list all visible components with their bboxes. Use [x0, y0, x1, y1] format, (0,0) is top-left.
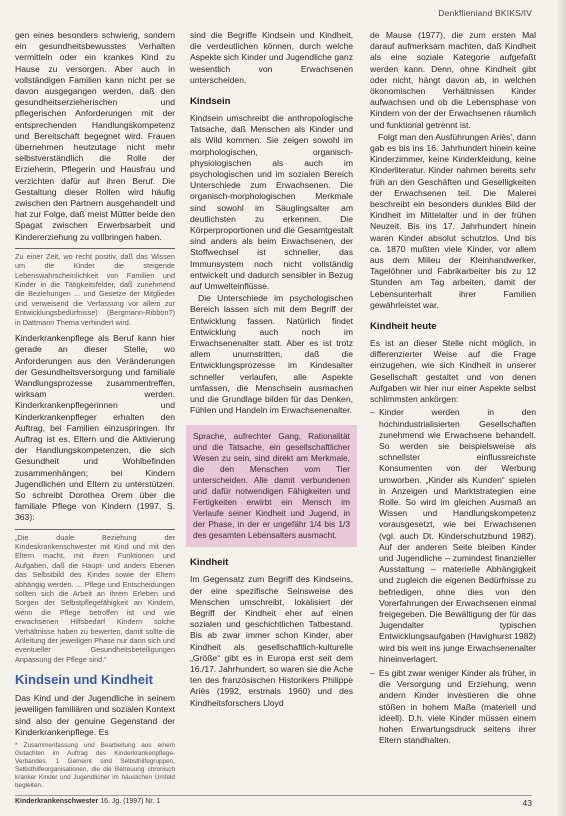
- running-header: Denkflieniand BKIKS/IV: [438, 8, 532, 18]
- column-3: [370, 30, 536, 749]
- footer-citation: [15, 798, 160, 808]
- section-heading: Kindsein und Kindheit: [15, 672, 153, 688]
- subheading-kindheit-heute: Kindheit heute: [370, 321, 437, 333]
- paragraph: gen eines besonders schwierig, sondern ein gesundheitsbewusstes Verhalten vermitteln oder ein krankes Kind zu Hause zu versorgen. Aber auch in vollständigen Familien kann nicht per se davon ausgegangen werden, daß den gesundheitserzieherischen und pflegerischen Anforderungen mit der entsprechenden Handlungskompetenz und Bereitschaft begegnet wird. Frauen übernehmen heutzutage nicht mehr selbstverständlich die Rolle der Erzieherin, Pflegerin und Hausfrau und verzichten dafür auf ihren Beruf. Die Gestaltung dieser Rollen wird häufig zwischen den Partnern ausgehandelt und hat zur Folge, daß meist Mütter beide den Spagat zwischen Erwerbsarbeit und Kindererziehung zu vollbringen haben.: [15, 30, 175, 242]
- side-note: Zu einer Zeit, wo recht positiv, daß das Wissen um die Kinder die steigende Lebenswahrscheinlichkeit von Familien und Kinder in die Tätigkeitsfelder, daß zunehmend die Beziehungen ... und Gesetze der Mitglieder und verweisend die Verfassung vor allem zur Entwicklungsbedürfnisse) (Bergmann-Ribbon?) in Dattmann Thema verhindert wird.: [15, 248, 175, 327]
- footnotes: * Zusammenfassung und Bearbeitung aus einem Gutachten im Auftrag des Kinderkrankenpflege-Verbandes. 1 Gemeint sind Selbsthilfegruppen, Selbsthilfeorganisationen, die die Betreuung chronisch kranker Kinder und Jugendlicher im häuslichen Umfeld begleiten.: [15, 742, 175, 790]
- paragraph: de Mause (1977), die zum ersten Mal darauf aufmerksam machten, daß Kindheit als eine soziale Kategorie aufgefaßt werden kann. Denn, ohne Kindheit gibt oder nicht, hängt davon ab, in welchen ökonomischen Verhältnissen Kinder aufwachsen und ob die Lebensphase von Kindern von der der Erwachsenen räumlich und funktional getrennt ist.: [370, 30, 536, 130]
- page-edge-shadow: [556, 0, 566, 816]
- page-number: 43: [522, 798, 532, 808]
- page-footer: [15, 795, 532, 808]
- subheading-kindsein: Kindsein: [190, 96, 231, 108]
- paragraph: Kinderkrankenpflege als Beruf kann hier gerade an dieser Stelle, wo Anforderungen aus den Veränderungen der Gesundheitsversorgung und familiale Wandlungsprozesse zusammentreffen, wirksam werden. Kinderkrankenpflegerinnen und Kinderkrankenpfleger erhalten den Auftrag, bei Familien einzuspringen. Ihr Auftrag ist es, Eltern und die Aktivierung der Handlungskompetenzen, die sich Gesundheit und Wohlbefinden zusammenhängen; bei Kindern Jugendlichen und Eltern zu unterstützen. So schreibt Dorothea Orem über die familiale Pflege von Kindern (1997, S. 363):: [15, 333, 175, 523]
- paragraph: Im Gegensatz zum Begriff des Kindseins, der eine spezifische Seinsweise des Menschen umschreibt, lokalisiert der Begriff der Kindheit eher auf einen sozialen und geschichtlichen Tatbestand. Bis ab zwar immer schon Kinder, aber Kindheit als gesellschaftlich-kulturelle „Größe“ gibt es in Europa erst seit dem 16./17. Jahrhundert, so waren sie die Ache ten des französischen Historikers Philippe Ariès (1992, erstmals 1960) und des Kindheitsforschers Lloyd: [190, 574, 353, 708]
- paragraph: Kindsein umschreibt die anthropologische Tatsache, daß Menschen als Kinder und als Wild kommen. Sie zeigen sowohl im morphologischen, organisch-physiologischen als auch im psychologischen und im sozialen Bereich Unterschiede zum Erwachsenen. Die organisch-morphologischen Merkmale sind sowohl im Säuglingsalter am deutlichsten zu erkennen. Die Körperproportionen und die Gesamtgestalt sind anders als beim Erwachsenen, der Stoffwechsel ist schneller, das Immunsystem noch nicht vollständig entwickelt und dadurch sensibler in Bezug auf Umwelteinflüsse.: [190, 113, 353, 292]
- paragraph: Das Kind und der Jugendliche in seinem jeweiligen familiären und sozialen Kontext sind also der genuine Gegenstand der Kinderkrankenpflege. Es: [15, 693, 175, 737]
- bullet-list: [370, 407, 536, 746]
- journal-issue: 16. Jg. (1997) Nr. 1: [100, 798, 161, 805]
- column-2: [190, 30, 353, 710]
- journal-name: Kinderkrankenschwester: [15, 798, 99, 805]
- block-quote: „Die duale Beziehung der Kindeskrankenschwester mit Kind und mit den Eltern macht, mit ihren Funktionen und Aufgaben, daß die Haupt- und anders Ebenen das Selbstbild des Kindes sowie der Eltern abhängig werden. ... Pflege und Entscheidungen sollten sich die Arbeit an ihrem Erleben und Sorgen der Selbstpflegefähigkeit an Kindern, wenn die Pflege betroffen ist und wie erwachsenen Hilfsbedarf Kindern solche Verhältnisse haben zu bewerten, damit sollte die Anleitung der jeweiligen Phase nur dann sich und eventueller Gesundheitsbeteiligungen Anpassung der Pflege sind.“: [15, 529, 175, 665]
- paragraph: Die Unterschiede im psychologischen Bereich lassen sich mit dem Begriff der Entwicklung fassen. Natürlich findet Entwicklung auch noch im Erwachsenenalter statt. Aber es ist trotz allem unumstritten, daß die Entwicklungsprozesse im Kindesalter schneller verlaufen, alle Aspekte umfassen, die Menschsein ausmachen und die Grundlage bilden für das Denken, Fühlen und Handeln im Erwachsenenalter.: [190, 293, 353, 416]
- list-item: – Kinder werden in den hochindustrialisierten Gesellschaften zunehmend wie Erwachsene behandelt. So werden sie beispielsweise als schnellster einflussreichste Konsumenten von der Werbung umworben. „Kinder als Kunden“ spielen in Anzeigen und Marktstrategien eine Rolle. So wird im gleichen Ausmaß an Wissen und Handlungskompetenz vorausgesetzt, wie bei Erwachsenen (vgl. auch Dt. Kinderschutzbund 1982). Auf der anderen Seite bleiben Kinder und Jugendliche – zumindest finanzieller Ausstattung – materielle Abhängigkeit und zugleich die eigenen Bedürfnisse zu befriedigen, ohne dies von den Vorerfahrungen der Erwachsenen einmal freigegeben. Die Bewältigung der für das Jugendalter typischen Entwicklungsaufgaben (Havighurst 1982) wird bis weit ins junge Erwachsenenalter hineinverlagert.: [370, 407, 536, 665]
- list-item: – Es gibt zwar weniger Kinder als früher, in die Versorgung und Erziehung, wenn andern Kinder investieren die ohne stößen in hohem Maße (materiell und ideell). D.h. viele Kinder müssen einem hohen Erwartungsdruck seitens ihrer Eltern standhalten.: [370, 668, 536, 746]
- highlight-box: Sprache, aufrechter Gang, Rationalität und die Tatsache, ein gesellschaftlicher Wesen zu sein, sind direkt am Merkmale, die den Menschen vom Tier unterscheiden. Alle damit verbundenen und dafür notwendigen Fähigkeiten und Fertigkeiten erwirbt ein Mensch im Verlaufe seiner Kindheit und Jugend, in der Phase, in der er ungefähr 1/4 bis 1/3 des gesamten Lebensalters ausmacht.: [186, 425, 357, 548]
- paragraph: sind die Begriffe Kindsein und Kindheit, die verdeutlichen können, durch welche Aspekte sich Kinder und Jugendliche ganz wesentlich von Erwachsenen unterscheiden.: [190, 30, 353, 85]
- paragraph: Es ist an dieser Stelle nicht möglich, in differenzierter Weise auf die Frage einzugehen, wie sich Kindheit in unserer Gesellschaft gestaltet und von denen Aufgaben wir hier nur einer Aspekte selbst schlimmsten ankörgen:: [370, 338, 536, 405]
- subheading-kindheit: Kindheit: [190, 557, 229, 569]
- paragraph: Folgt man den Ausführungen Ariès', dann gab es bis ins 16. Jahrhundert hinein keine Kinderzimmer, keine Kinderkleidung, keine Kinderliteratur. Kinder nahmen bereits sehr früh an den Geschäften und Geselligkeiten der Erwachsenen teil. Die Malerei beschreibt ein besonders dunkles Bild der Kindheit im Mittelalter und in der frühen Neuzeit. Bis ins 17. Jahrhundert hinein waren Kinder absolut schutzlos. Und bis ca. 1870 mußten viele Kinder, vor allem aus dem Milieu der Kleinhandwerker, Tagelöhner und Fabrikarbeiter bis zu 12 Stunden am Tag arbeiten, damit der Lebensunterhalt ihrer Familien gewährleistet war.: [370, 131, 536, 310]
- column-1: [15, 30, 175, 790]
